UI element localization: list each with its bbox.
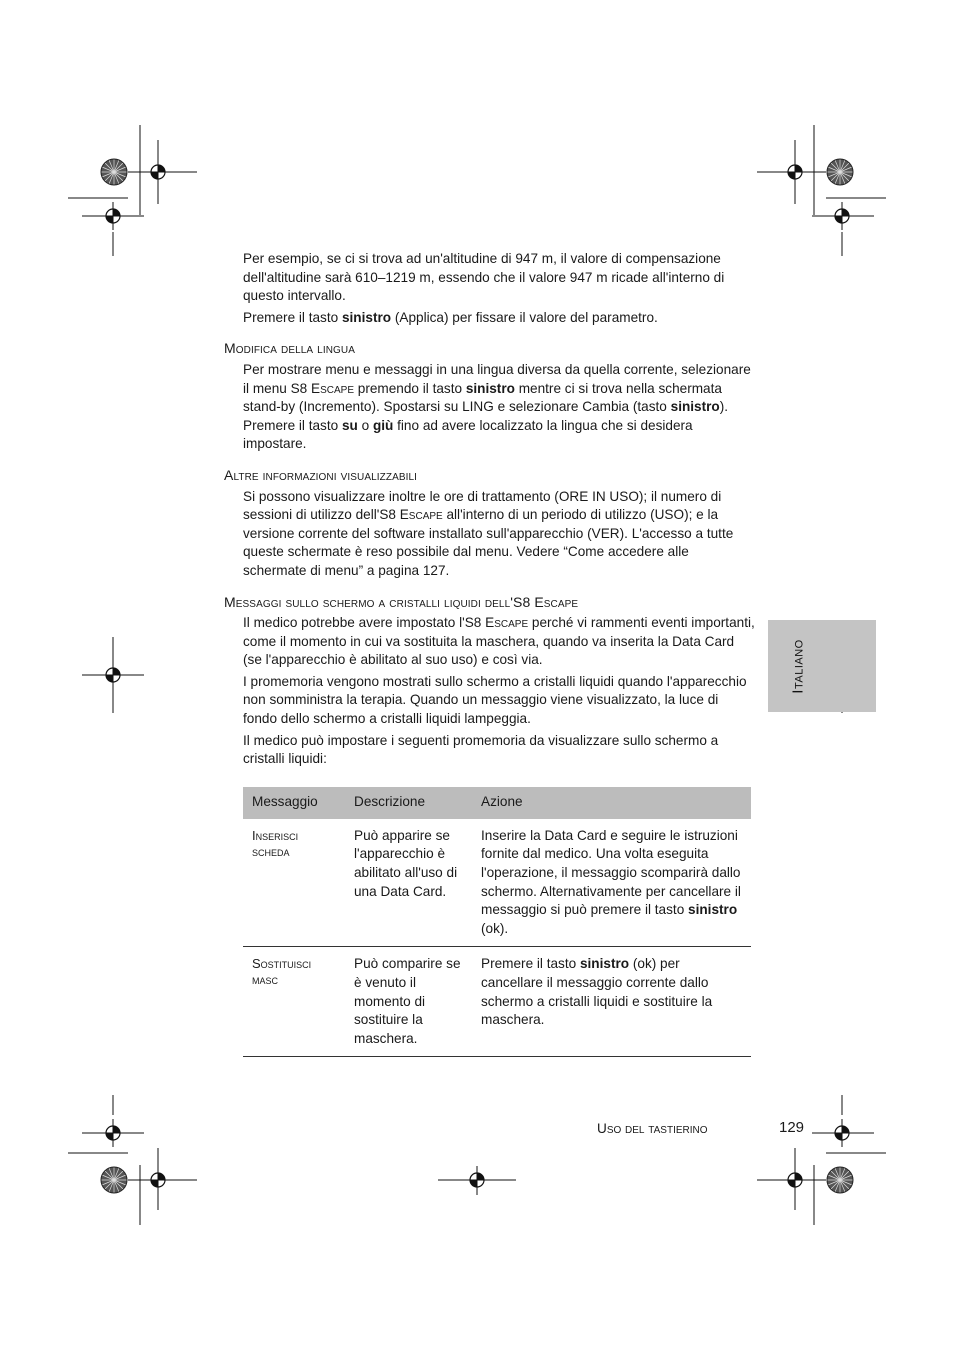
paragraph-altitude-example: Per esempio, se ci si trova ad un'altitudine di 947 m, il valore di compensazione dell'altitudine sarà 610–1219 m, essendo che il valore 947 m ricade all'interno di questo intervallo. [243, 251, 725, 304]
reminders-table [243, 787, 751, 1058]
table-row [243, 819, 751, 947]
cell-action: Premere il tasto sinistro (ok) per cancellare il messaggio corrente dallo schermo a cristalli liquidi e sostituire la maschera. [472, 947, 751, 1057]
cell-message: Inserisci scheda [243, 819, 345, 947]
paragraph-reminders-intro: Il medico potrebbe avere impostato l'S8 Escape perché vi rammenti eventi importanti, come il momento in cui va sostituita la maschera, quando va inserita la Data Card (se l'apparecchio è abilitato al suo uso) e così via. [243, 615, 755, 668]
footer-section-title: Uso del tastierino [597, 1121, 708, 1136]
language-side-tab [768, 620, 876, 712]
table-row [243, 947, 751, 1057]
heading-change-language: Modifica della lingua [224, 340, 356, 357]
column-header-message: Messaggio [243, 787, 345, 819]
paragraph-reminders-display: I promemoria vengono mostrati sullo schermo a cristalli liquidi quando l'apparecchio non somministra la terapia. Quando un messaggio viene visualizzato, la luce di fondo dello schermo a cristalli liquidi lampeggia. [243, 673, 747, 727]
page-number: 129 [779, 1119, 805, 1136]
paragraph-reminders-list-intro: Il medico può impostare i seguenti promemoria da visualizzare sullo schermo a cristalli liquidi: [243, 732, 719, 767]
paragraph-change-language: Per mostrare menu e messaggi in una lingua diversa da quella corrente, selezionare il menu S8 Escape premendo il tasto sinistro mentre ci si trova nella schermata stand-by (Incremento). Spostarsi su LING e selezionare Cambia (tasto sinistro). Premere il tasto su o giù fino ad avere localizzato la lingua che si desidera impostare. [243, 361, 751, 452]
column-header-action: Azione [472, 787, 751, 819]
table-header-row [243, 787, 751, 819]
page-content [224, 250, 755, 1057]
column-header-description: Descrizione [345, 787, 472, 819]
cell-action: Inserire la Data Card e seguire le istruzioni fornite dal medico. Una volta eseguita l'operazione, il messaggio scomparirà dallo schermo. Alternativamente per cancellare il messaggio si può premere il tasto sinistro (ok). [472, 819, 751, 947]
paragraph-apply-parameter: Premere il tasto sinistro (Applica) per fissare il valore del parametro. [243, 309, 658, 325]
cell-description: Può comparire se è venuto il momento di sostituire la maschera. [345, 947, 472, 1057]
paragraph-other-info: Si possono visualizzare inoltre le ore di trattamento (ORE IN USO); il numero di sessioni di utilizzo dell'S8 Escape all'interno di un periodo di utilizzo (USO); e la versione corrente del software installato sull'apparecchio (VER). L'accesso a tutte queste schermate è reso possibile dal menu. Vedere “Come accedere alle schermate di menu” a pagina 127. [243, 488, 734, 578]
cell-description: Può apparire se l'apparecchio è abilitato all'uso di una Data Card. [345, 819, 472, 947]
heading-lcd-messages: Messaggi sullo schermo a cristalli liquidi dell'S8 Escape [224, 593, 579, 610]
side-tab-label: Italiano [789, 638, 807, 694]
cell-message: Sostituisci masc [243, 947, 345, 1057]
heading-other-info: Altre informazioni visualizzabili [224, 466, 418, 483]
